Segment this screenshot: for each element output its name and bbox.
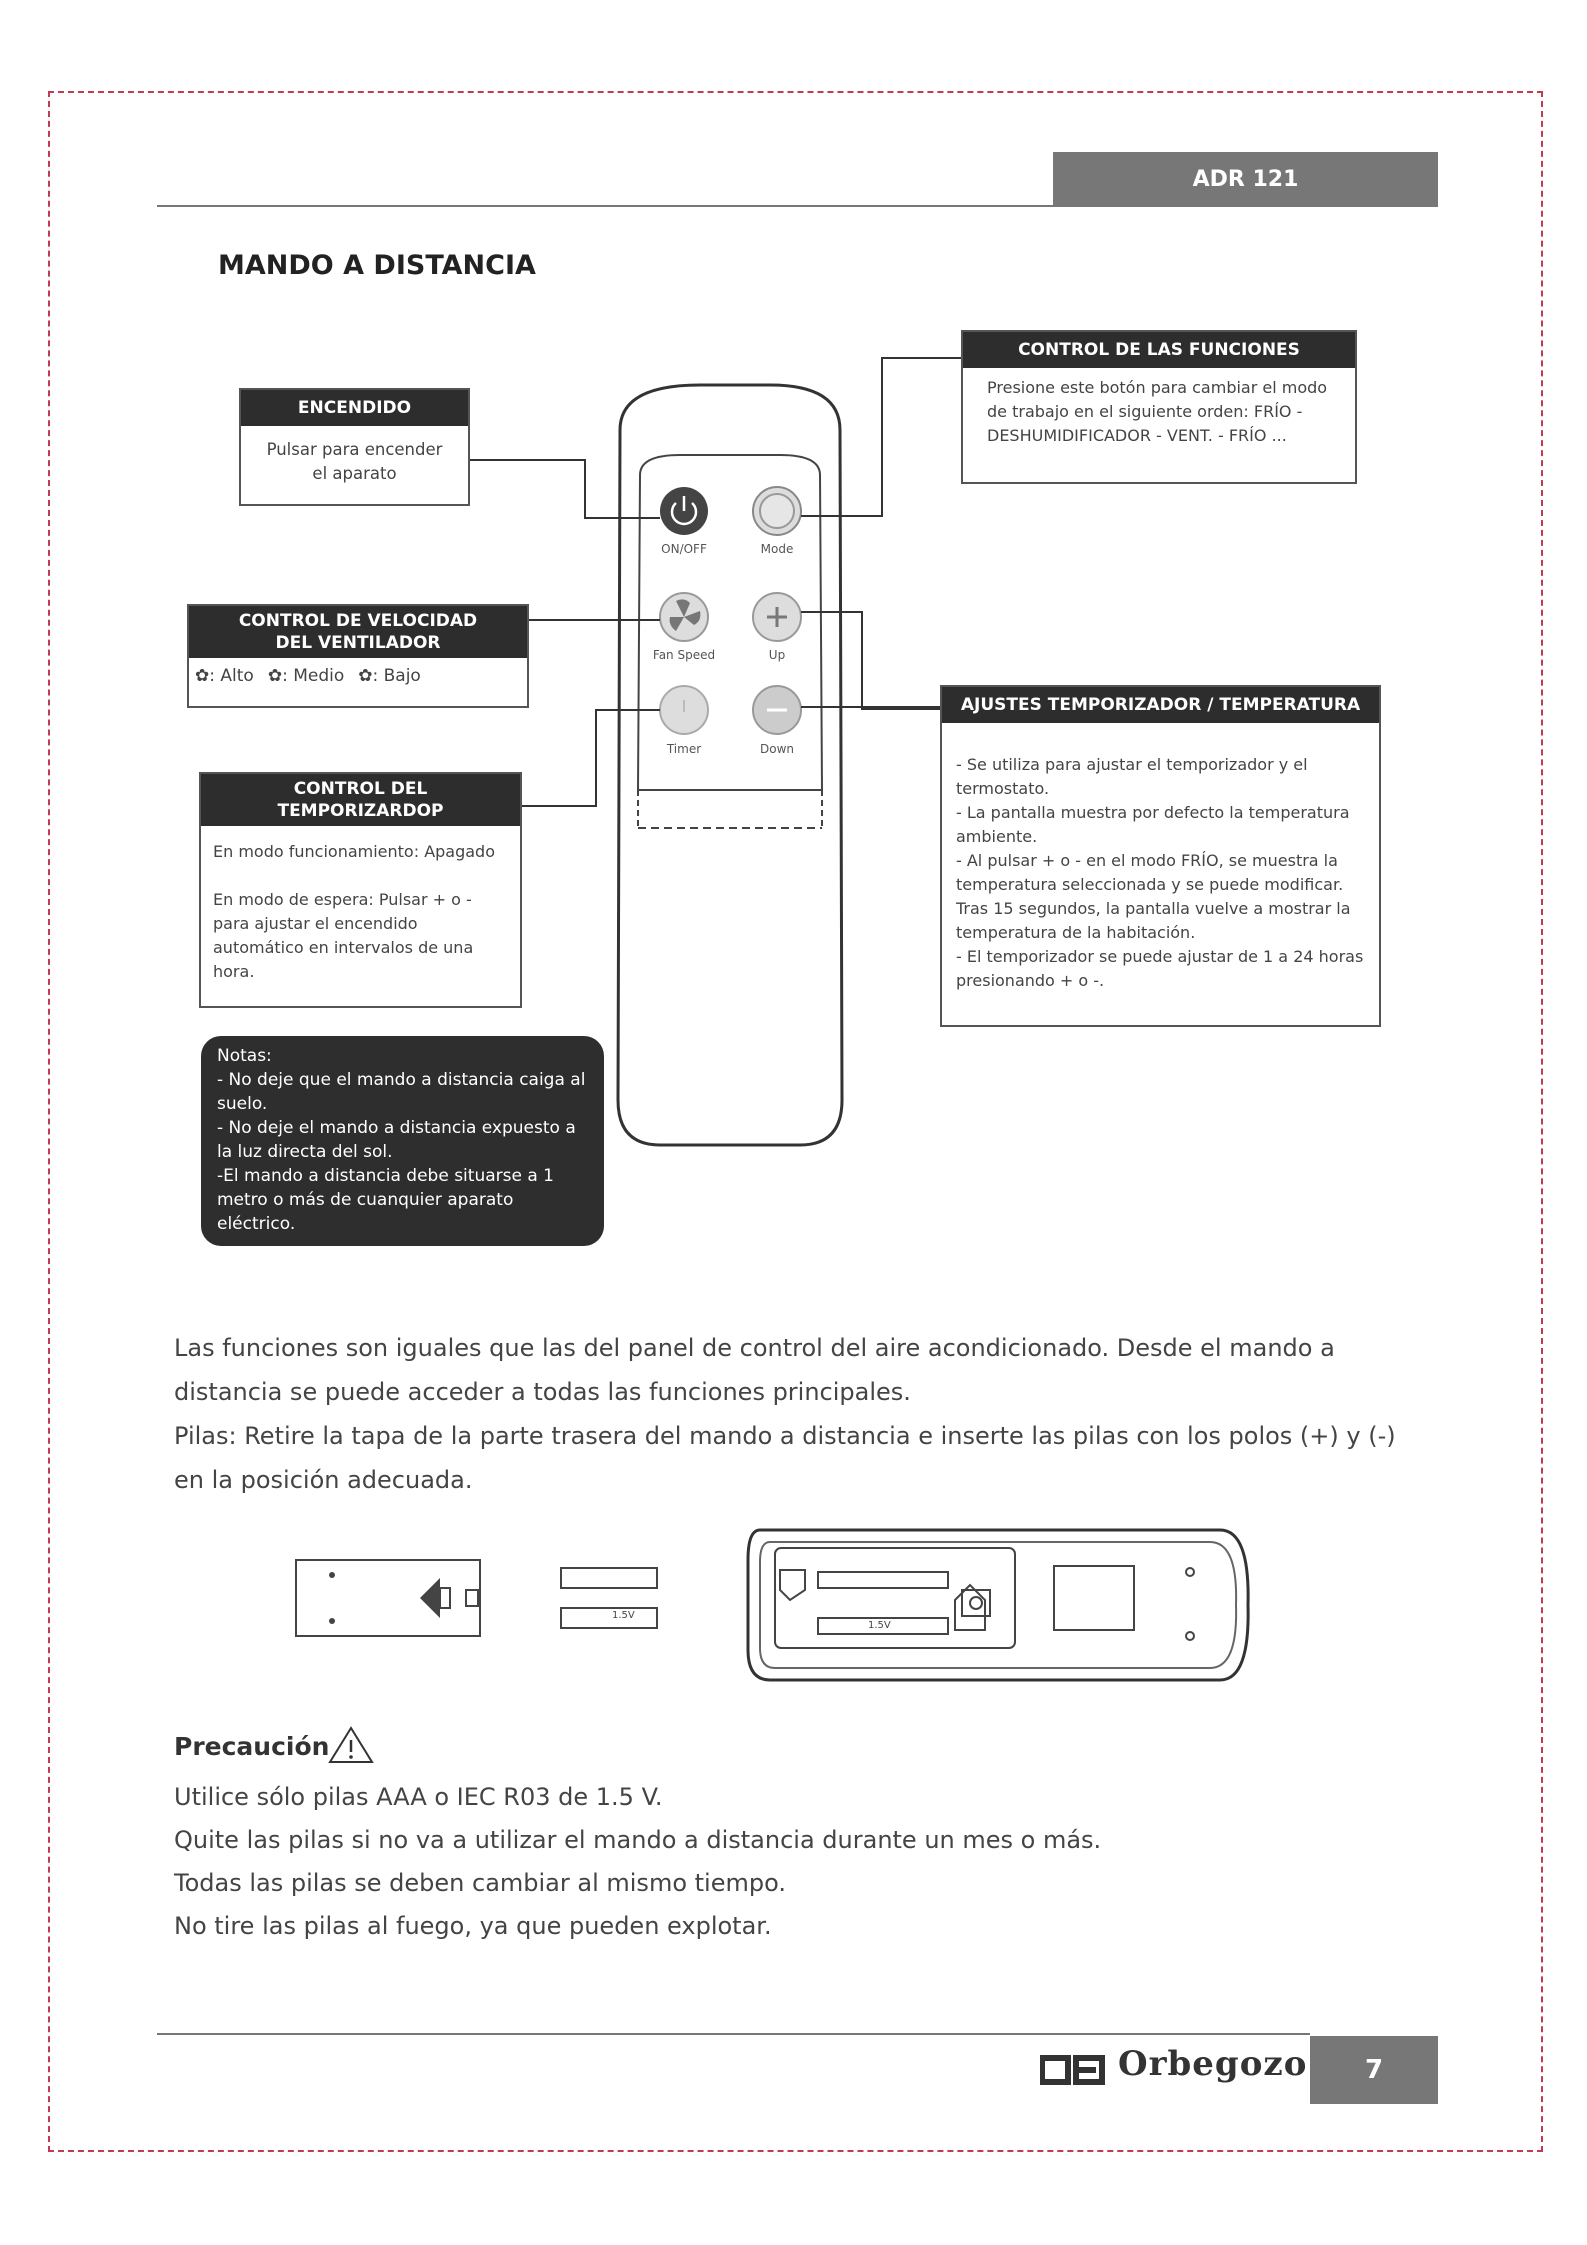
battery-label-2: 1.5V [868,1620,891,1631]
callout-funciones [961,330,1357,484]
up-button [753,593,801,641]
caution-line-2: Quite las pilas si no va a utilizar el mando a distancia durante un mes o más. [174,1826,1102,1854]
callout-temp-line3: - Al pulsar + o - en el modo FRÍO, se muestra la temperatura seleccionada y se puede modificar. Tras 15 segundos, la pantalla vuelve a mostrar la temperatura de la habitación. [956,851,1351,942]
remote-body [618,385,842,1145]
caution-line-1: Utilice sólo pilas AAA o IEC R03 de 1.5 V. [174,1783,663,1811]
fan-speed-label: Fan Speed [652,648,716,662]
onoff-button [660,487,708,535]
callout-temporizador-text1: En modo funcionamiento: Apagado [213,842,495,861]
caution-title: Precaución [174,1732,330,1761]
fan-low-icon: ✿ [358,666,373,686]
fan-medium-icon: ✿ [267,666,283,686]
callout-temporizador-title-2: TEMPORIZARDOP [277,801,444,821]
remote-back-icon [748,1530,1248,1680]
down-button [753,686,801,734]
callout-encendido [239,388,470,506]
notes-box [201,1036,604,1246]
notes-line1: - No deje que el mando a distancia caiga al suelo. [217,1070,586,1114]
battery-cover-icon [296,1560,480,1636]
caution-line-4: No tire las pilas al fuego, ya que pueden explotar. [174,1912,772,1940]
callout-funciones-title: CONTROL DE LAS FUNCIONES [963,332,1355,368]
callout-encendido-text: Pulsar para encender el aparato [266,440,443,483]
callout-temp-line4: - El temporizador se puede ajustar de 1 a 24 horas presionando + o -. [956,947,1364,990]
page-title: MANDO A DISTANCIA [218,250,536,281]
page-number: 7 [1310,2036,1438,2104]
battery-label: 1.5V [612,1610,635,1621]
body-paragraph-2: Pilas: Retire la tapa de la parte trasera del mando a distancia e inserte las pilas con los polos (+) y (-) en la posición adecuada. [174,1422,1396,1494]
orbegozo-logo-icon [1040,2052,1106,2088]
notes-line3: -El mando a distancia debe situarse a 1 metro o más de cuanquier aparato eléctrico. [217,1166,554,1234]
callout-temporizador [199,772,522,1008]
callout-velocidad-title [189,606,527,658]
callout-temporizador-title-1: CONTROL DEL [293,779,428,799]
callout-velocidad-title-1: CONTROL DE VELOCIDAD [238,611,478,631]
caution-line-3: Todas las pilas se deben cambiar al mismo tiempo. [174,1869,786,1897]
callout-temp-line2: - La pantalla muestra por defecto la temperatura ambiente. [956,803,1350,846]
body-paragraph-1: Las funciones son iguales que las del panel de control del aire acondicionado. Desde el mando a distancia se puede acceder a todas las funciones principales. [174,1334,1335,1406]
up-label: Up [768,648,786,662]
callout-temp-line1: - Se utiliza para ajustar el temporizador y el termostato. [956,755,1308,798]
callout-temporizador-temperatura [940,685,1381,1027]
notes-title: Notas: [217,1046,272,1066]
fan-high-icon: ✿ [195,666,210,686]
timer-label: Timer [666,742,702,756]
callout-velocidad-title-2: DEL VENTILADOR [275,633,441,653]
warning-triangle-icon [330,1728,372,1762]
callout-temporizador-text2: En modo de espera: Pulsar + o - para ajustar el encendido automático en intervalos de una hora. [213,890,474,981]
callout-temp-title: AJUSTES TEMPORIZADOR / TEMPERATURA [942,687,1379,723]
callout-encendido-title: ENCENDIDO [241,390,468,426]
callout-temporizador-title [201,774,520,826]
fan-medio-label: : Medio [282,666,345,686]
callout-temp-body [942,723,1379,1001]
callout-funciones-text: Presione este botón para cambiar el modo de trabajo en el siguiente orden: FRÍO - DESHUMIDIFICADOR - VENT. - FRÍO ... [987,378,1328,445]
callout-temporizador-body [201,826,520,998]
down-label: Down [759,742,794,756]
fan-medio-item [268,664,344,688]
fan-alto-label: : Alto [209,666,254,686]
model-tab: ADR 121 [1053,152,1438,206]
callout-velocidad [187,604,529,708]
callout-velocidad-body [189,658,527,694]
loose-batteries-icon [561,1568,657,1628]
timer-button [660,686,708,734]
fan-alto-item [195,664,254,688]
fan-bajo-label: : Bajo [372,666,421,686]
mode-button [753,487,801,535]
brand-name: Orbegozo [1118,2044,1308,2084]
notes-line2: - No deje el mando a distancia expuesto a la luz directa del sol. [217,1118,576,1162]
fan-speed-button [660,593,708,641]
mode-label: Mode [760,542,794,556]
onoff-label: ON/OFF [661,542,707,556]
fan-bajo-item [358,664,421,688]
